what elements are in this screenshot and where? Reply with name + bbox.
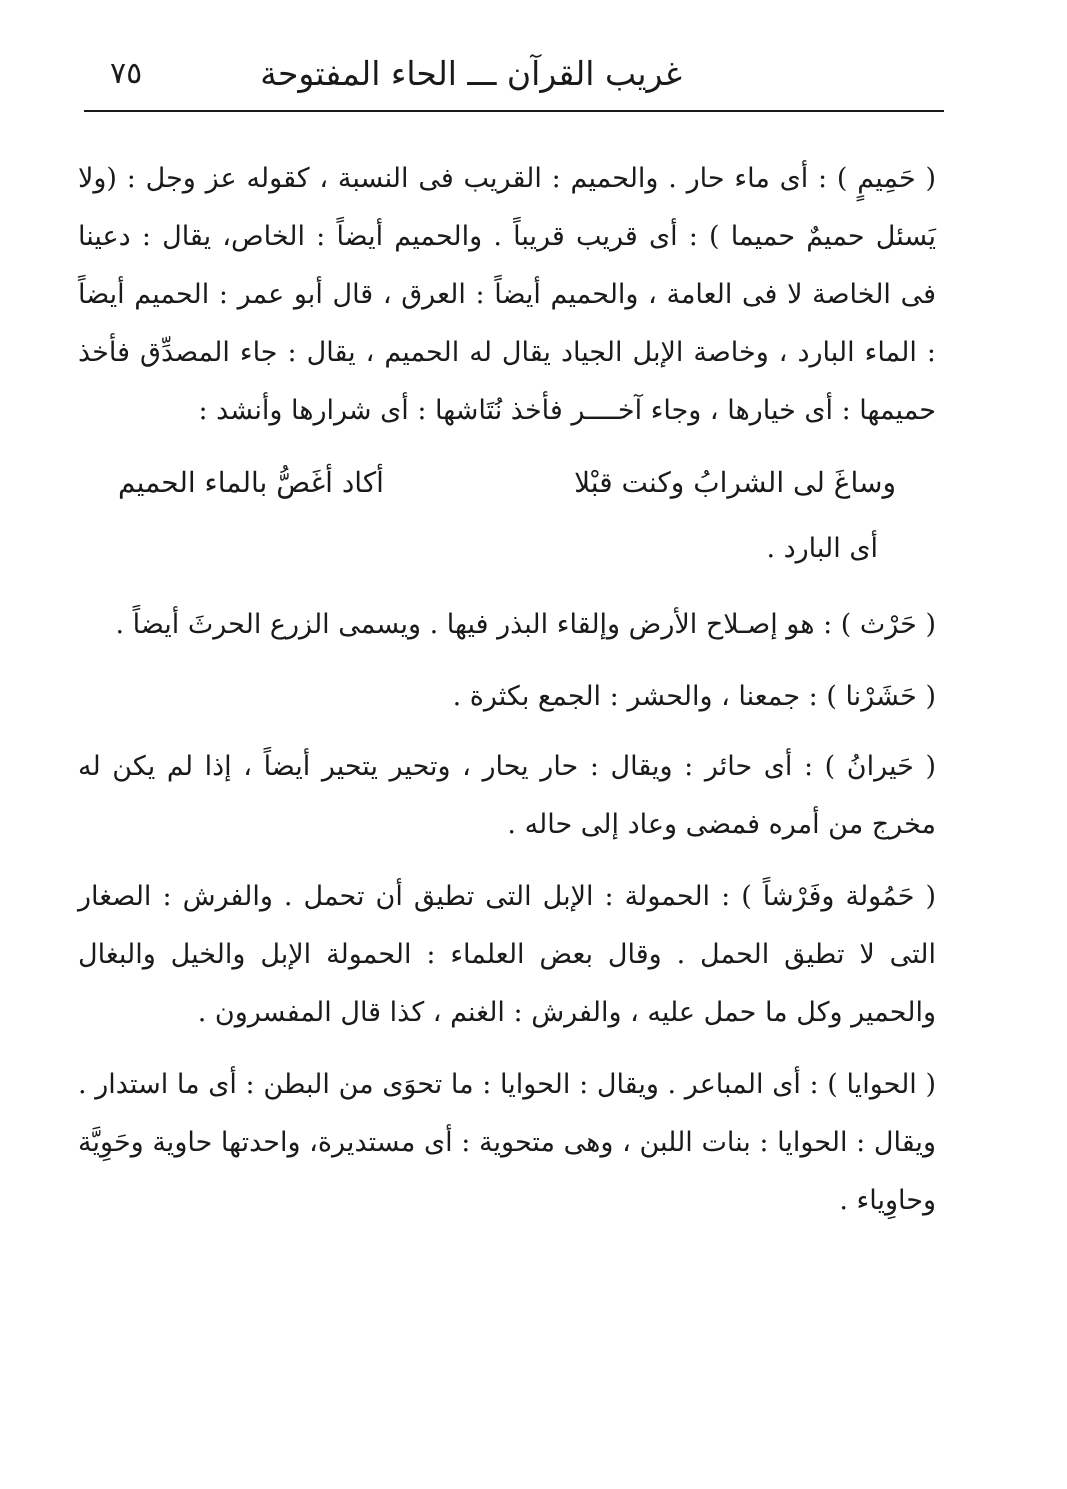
entry-hawaya: ( الحوايا ) : أى المباعر . ويقال : الحوايا : ما تحوَى من البطن : أى ما استدار . ويقال : الحوايا : بنات اللبن ، وهى متحوية : أى مستديرة، واحدتها حاوية وحَوِيَّة وحاوِياء . <box>78 1069 936 1216</box>
header-rule <box>84 110 944 112</box>
verse-first-hemistich: وساغَ لى الشرابُ وكنت قبْلا <box>574 466 896 499</box>
verse-second-hemistich: أكاد أغَصُّ بالماء الحميم <box>118 466 384 499</box>
page-body <box>78 150 936 1244</box>
entry-hasharna: ( حَشَرْنا ) : جمعنا ، والحشر : الجمع بكثرة . <box>452 681 936 712</box>
poetry-verse <box>78 454 936 514</box>
entry-harth: ( حَرْث ) : هو إصـلاح الأرض وإلقاء البذر فيها . ويسمى الزرع الحرثَ أيضاً . <box>115 609 936 640</box>
entry-hayran: ( حَيرانُ ) : أى حائر : ويقال : حار يحار ، وتحير يتحير أيضاً ، إذا لم يكن له مخرج من أمره فمضى وعاد إلى حاله . <box>78 751 936 840</box>
verse-gloss: أى البارد . <box>766 533 878 564</box>
page-header <box>84 44 944 110</box>
entry-hamula: ( حَمُولة وفَرْشاً ) : الحمولة : الإبل التى تطيق أن تحمل . والفرش : الصغار التى لا تطيق الحمل . وقال بعض العلماء : الحمولة الإبل والخيل والبغال والحمير وكل ما حمل عليه ، والفرش : الغنم ، كذا قال المفسرون . <box>78 881 936 1028</box>
running-title: غريب القرآن ـــ الحاء المفتوحة <box>260 54 682 93</box>
entry-hamim: ( حَمِيمٍ ) : أى ماء حار . والحميم : القريب فى النسبة ، كقوله عز وجل : (ولا يَسئل حميمٌ حميما ) : أى قريب قريباً . والحميم أيضاً : الخاص، يقال : دعينا فى الخاصة لا فى العامة ، والحميم أيضاً : العرق ، قال أبو عمر : الحميم أيضاً : الماء البارد ، وخاصة الإبل الجياد يقال له الحميم ، يقال : جاء المصدِّق فأخذ حميمها : أى خيارها ، وجاء آخــــر فأخذ نُتَاشها : أى شرارها وأنشد : <box>78 163 936 426</box>
page-number: ٧٥ <box>110 56 143 91</box>
